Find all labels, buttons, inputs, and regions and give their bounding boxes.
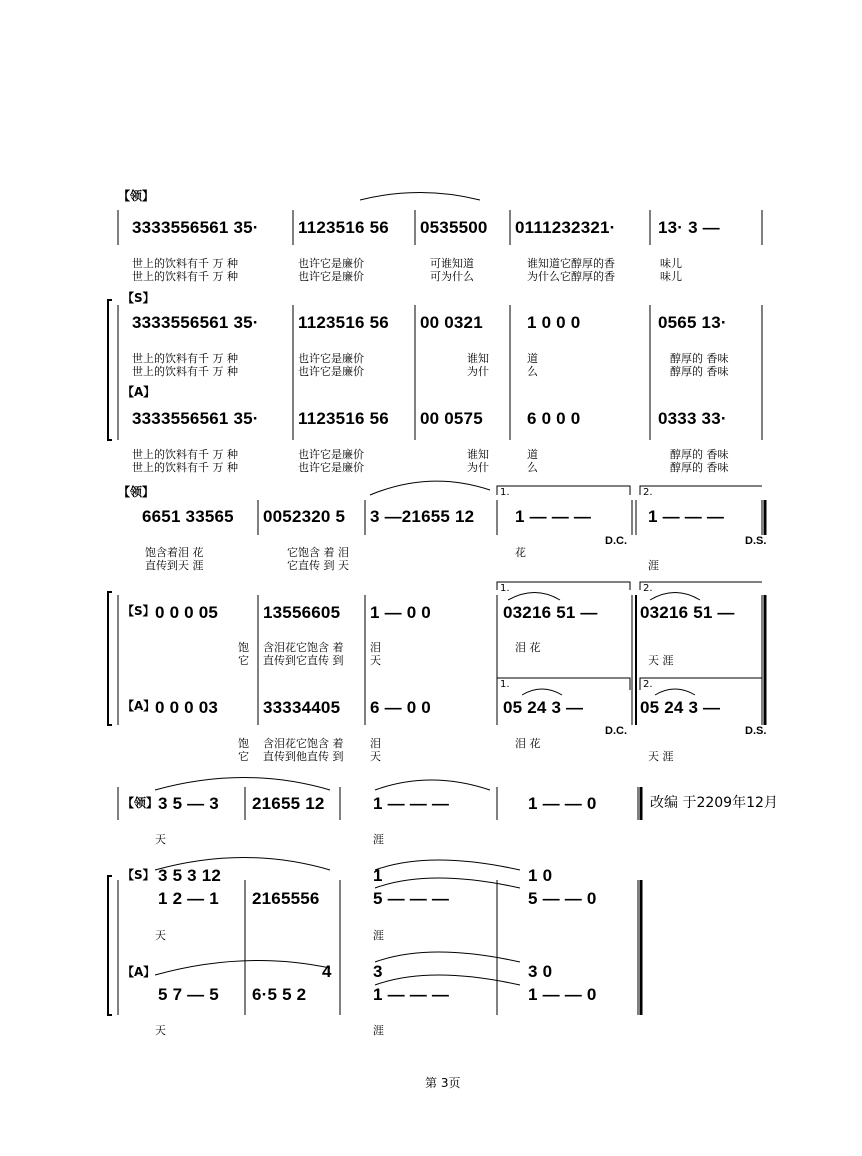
ling-lyr1-5: 味儿 bbox=[660, 257, 682, 270]
s-m1: 3333556561 35· bbox=[132, 313, 259, 332]
s2-lyr2-2: 直传到它直传 到 bbox=[263, 654, 344, 667]
ling-lyr1-3: 可谁知道 bbox=[430, 257, 474, 270]
s2-lyr1-4: 泪 花 bbox=[515, 641, 541, 654]
a2-m3: 6 — 0 0 bbox=[370, 698, 431, 717]
a2-m2: 33334405 bbox=[263, 698, 341, 717]
ling-m5: 13· 3 — bbox=[658, 218, 720, 237]
s-m5: 0565 13· bbox=[658, 313, 727, 332]
a2-lyr1-2: 含泪花它饱含 着 bbox=[263, 737, 344, 750]
ling-m2: 1123516 56 bbox=[298, 218, 389, 237]
ling2-m5: 1 — — — bbox=[648, 507, 725, 526]
a2-m5: 05 24 3 — bbox=[640, 698, 721, 717]
s3-top-2: 1 bbox=[373, 866, 383, 885]
a3-top-3: 3 0 bbox=[528, 962, 553, 981]
a3-lyr-2: 涯 bbox=[373, 1024, 384, 1037]
a-m4: 6 0 0 0 bbox=[527, 409, 581, 428]
arrangement-credit: 改编 于2209年12月 bbox=[650, 795, 778, 811]
label-s-2: 【S】 bbox=[122, 604, 155, 618]
label-ling: 【领】 bbox=[118, 189, 155, 203]
s-lyr1-5: 醇厚的 香味 bbox=[670, 352, 729, 365]
a-lyr1-5: 醇厚的 香味 bbox=[670, 448, 729, 461]
label-s-3: 【S】 bbox=[122, 868, 155, 882]
ling2-m2: 0052320 5 bbox=[263, 507, 346, 526]
a3-m4: 1 — — 0 bbox=[528, 985, 597, 1004]
s-lyr1-4: 道 bbox=[527, 352, 538, 365]
a3-lyr-1: 天 bbox=[155, 1024, 166, 1037]
label-a: 【A】 bbox=[122, 385, 156, 399]
a-lyr2-1: 世上的饮料有千 万 种 bbox=[132, 461, 238, 474]
s2-m4: 03216 51 — bbox=[503, 603, 598, 622]
a-m1: 3333556561 35· bbox=[132, 409, 259, 428]
volta-2-c: 2. bbox=[643, 679, 653, 690]
s2-lyr1-3: 泪 bbox=[370, 641, 381, 654]
a-lyr2-5: 醇厚的 香味 bbox=[670, 461, 729, 474]
a2-lyr2-2: 直传到他直传 到 bbox=[263, 750, 344, 763]
a2-lyr1-4: 泪 花 bbox=[515, 737, 541, 750]
ling3-lyr-2: 涯 bbox=[373, 833, 384, 846]
s3-m1: 1 2 — 1 bbox=[158, 889, 219, 908]
ling2-lyr2-2: 它直传 到 天 bbox=[287, 559, 349, 572]
ling-lyr1-1: 世上的饮料有千 万 种 bbox=[132, 257, 238, 270]
ling2-lyr1-3: 花 bbox=[515, 546, 526, 559]
ling3-lyr-1: 天 bbox=[155, 833, 166, 846]
label-ling-3: 【领】 bbox=[122, 796, 159, 810]
s3-lyr-2: 涯 bbox=[373, 929, 384, 942]
ling-m1: 3333556561 35· bbox=[132, 218, 259, 237]
s-lyr1-3: 谁知 bbox=[467, 352, 489, 365]
ling2-lyr2-1: 直传到天 涯 bbox=[145, 559, 204, 572]
ling2-lyr2-3: 涯 bbox=[648, 559, 659, 572]
a-lyr2-2: 也许它是廉价 bbox=[298, 461, 364, 474]
a2-m1: 0 0 0 03 bbox=[155, 698, 219, 717]
s2-lyr2-4: 天 涯 bbox=[648, 654, 674, 667]
page-number: 第 3页 bbox=[425, 1076, 461, 1090]
s-lyr1-2: 也许它是廉价 bbox=[298, 352, 364, 365]
s2-lyr2-3: 天 bbox=[370, 654, 381, 667]
s-m3: 00 0321 bbox=[420, 313, 483, 332]
dc-1: D.C. bbox=[605, 535, 627, 547]
s-lyr2-5: 醇厚的 香味 bbox=[670, 365, 729, 378]
s3-m2: 2165556 bbox=[252, 889, 320, 908]
a-m2: 1123516 56 bbox=[298, 409, 389, 428]
label-a-2: 【A】 bbox=[122, 699, 156, 713]
a3-top-1: 4 bbox=[322, 962, 332, 981]
ling2-m1: 6651 33565 bbox=[142, 507, 234, 526]
s-lyr2-1: 世上的饮料有千 万 种 bbox=[132, 365, 238, 378]
a3-m1: 5 7 — 5 bbox=[158, 985, 219, 1004]
a-lyr1-3: 谁知 bbox=[467, 448, 489, 461]
s2-lyr1-1: 饱 bbox=[238, 641, 249, 654]
volta-1-c: 1. bbox=[500, 679, 510, 690]
a-m3: 00 0575 bbox=[420, 409, 483, 428]
ling3-m2: 21655 12 bbox=[252, 794, 325, 813]
a-m5: 0333 33· bbox=[658, 409, 727, 428]
s-lyr2-2: 也许它是廉价 bbox=[298, 365, 364, 378]
ling-m3: 0535500 bbox=[420, 218, 488, 237]
ling-lyr2-3: 可为什么 bbox=[430, 270, 474, 283]
a2-lyr2-3: 天 bbox=[370, 750, 381, 763]
ling3-m1: 3 5 — 3 bbox=[158, 794, 219, 813]
ling-lyr2-4: 为什么它醇厚的香 bbox=[527, 270, 615, 283]
s2-m3: 1 — 0 0 bbox=[370, 603, 431, 622]
label-s: 【S】 bbox=[122, 291, 155, 305]
ling-lyr1-4: 谁知道它醇厚的香 bbox=[527, 257, 615, 270]
s3-top-1: 3 5 3 12 bbox=[158, 866, 222, 885]
ling-lyr1-2: 也许它是廉价 bbox=[298, 257, 364, 270]
ling-lyr2-1: 世上的饮料有千 万 种 bbox=[132, 270, 238, 283]
s3-m3: 5 — — — bbox=[373, 889, 450, 908]
s-m2: 1123516 56 bbox=[298, 313, 389, 332]
a2-lyr2-4: 天 涯 bbox=[648, 750, 674, 763]
s-lyr1-1: 世上的饮料有千 万 种 bbox=[132, 352, 238, 365]
a2-m4: 05 24 3 — bbox=[503, 698, 584, 717]
a3-m3: 1 — — — bbox=[373, 985, 450, 1004]
label-a-3: 【A】 bbox=[122, 965, 156, 979]
ds-2: D.S. bbox=[745, 725, 767, 737]
ling-lyr2-2: 也许它是廉价 bbox=[298, 270, 364, 283]
s2-m2: 13556605 bbox=[263, 603, 341, 622]
dc-2: D.C. bbox=[605, 725, 627, 737]
a2-lyr2-1: 它 bbox=[238, 750, 249, 763]
s3-top-3: 1 0 bbox=[528, 866, 553, 885]
s-m4: 1 0 0 0 bbox=[527, 313, 581, 332]
a-lyr2-4: 么 bbox=[527, 461, 538, 474]
s2-m5: 03216 51 — bbox=[640, 603, 735, 622]
ling2-m4: 1 — — — bbox=[515, 507, 592, 526]
volta-1-a: 1. bbox=[500, 487, 510, 498]
a-lyr1-1: 世上的饮料有千 万 种 bbox=[132, 448, 238, 461]
a3-m2: 6·5 5 2 bbox=[252, 985, 307, 1004]
volta-2-b: 2. bbox=[643, 583, 653, 594]
ling2-lyr1-2: 它饱含 着 泪 bbox=[287, 546, 349, 559]
a-lyr2-3: 为什 bbox=[467, 461, 489, 474]
a-lyr1-2: 也许它是廉价 bbox=[298, 448, 364, 461]
a2-lyr1-1: 饱 bbox=[238, 737, 249, 750]
ling2-lyr1-1: 饱含着泪 花 bbox=[145, 546, 204, 559]
s2-m1: 0 0 0 05 bbox=[155, 603, 219, 622]
ling3-m4: 1 — — 0 bbox=[528, 794, 597, 813]
a2-lyr1-3: 泪 bbox=[370, 737, 381, 750]
s-lyr2-4: 么 bbox=[527, 365, 538, 378]
volta-2-a: 2. bbox=[643, 487, 653, 498]
a-lyr1-4: 道 bbox=[527, 448, 538, 461]
s2-lyr2-1: 它 bbox=[238, 654, 249, 667]
ds-1: D.S. bbox=[745, 535, 767, 547]
ling-lyr2-5: 味儿 bbox=[660, 270, 682, 283]
ling3-m3: 1 — — — bbox=[373, 794, 450, 813]
label-ling-2: 【领】 bbox=[118, 485, 155, 499]
s-lyr2-3: 为什 bbox=[467, 365, 489, 378]
s3-lyr-1: 天 bbox=[155, 929, 166, 942]
ling2-m3: 3 —21655 12 bbox=[370, 507, 475, 526]
volta-1-b: 1. bbox=[500, 583, 510, 594]
s2-lyr1-2: 含泪花它饱含 着 bbox=[263, 641, 344, 654]
s3-m4: 5 — — 0 bbox=[528, 889, 597, 908]
a3-top-2: 3 bbox=[373, 962, 383, 981]
ling-m4: 0111232321· bbox=[515, 218, 616, 237]
